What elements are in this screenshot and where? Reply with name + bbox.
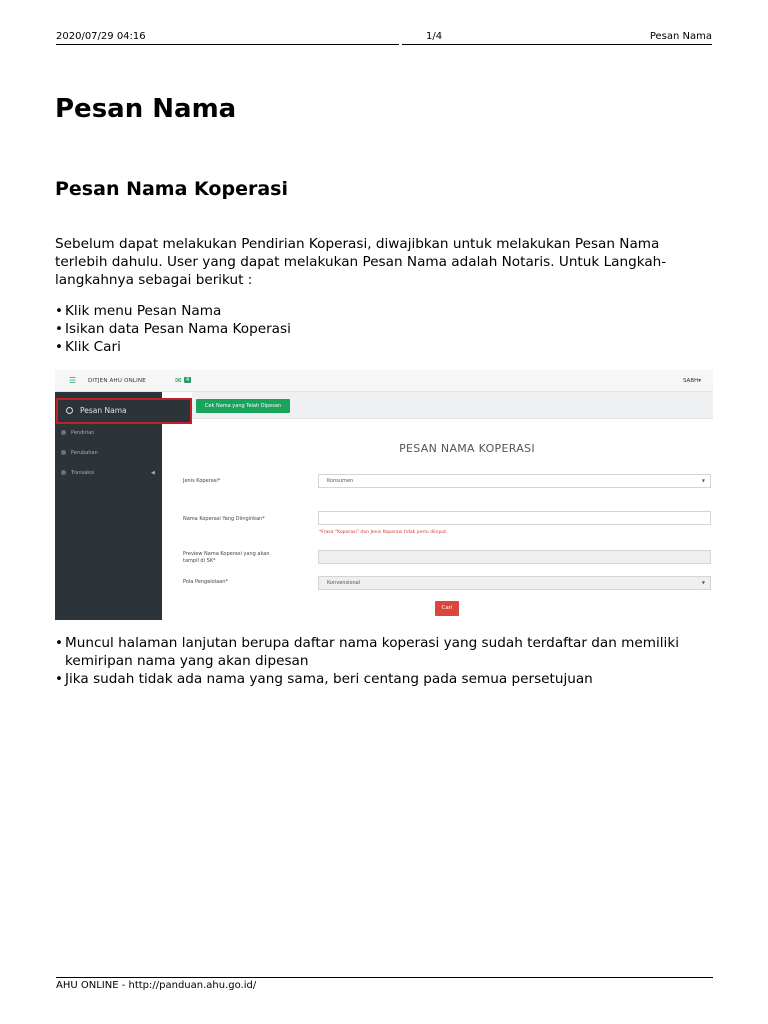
nama-koperasi-input: [318, 511, 711, 525]
print-datetime: 2020/07/29 04:16: [56, 31, 146, 42]
section-title: Pesan Nama Koperasi: [55, 178, 288, 200]
list-item: • Klik menu Pesan Nama: [55, 302, 720, 320]
pola-pengelolaan-select: Konvensional ▼: [318, 576, 711, 590]
app-brand: DITJEN AHU ONLINE: [88, 378, 146, 384]
jenis-koperasi-select: Konsumen ▼: [318, 474, 711, 488]
preview-nama-field: [318, 550, 711, 564]
page-footer: AHU ONLINE - http://panduan.ahu.go.id/: [56, 980, 257, 991]
app-sidebar: [55, 392, 162, 620]
check-reserved-names-button: Cek Nama yang Telah Dipesan: [196, 399, 290, 413]
sidebar-item-pesan-nama-highlight: Pesan Nama: [56, 398, 192, 424]
circle-icon: [61, 470, 66, 475]
header-doc-title: Pesan Nama: [649, 31, 712, 42]
sidebar-item-transaksi: Transaksi ◀: [61, 470, 94, 476]
steps-list: [55, 302, 720, 356]
circle-icon: [66, 407, 73, 414]
mail-icon: ✉: [175, 376, 182, 385]
header-divider-left: [56, 44, 399, 45]
app-topbar: [55, 370, 713, 392]
chevron-down-icon: ▼: [701, 580, 705, 585]
preview-nama-label: Preview Nama Koperasi yang akan tampil di SK*: [183, 551, 270, 564]
app-screenshot: [55, 370, 713, 620]
page-title: Pesan Nama: [55, 94, 237, 124]
header-divider-right: [402, 44, 712, 45]
pola-pengelolaan-label: Pola Pengelolaan*: [183, 579, 228, 585]
footer-divider: [56, 977, 713, 978]
list-item: • Jika sudah tidak ada nama yang sama, beri centang pada semua persetujuan: [55, 670, 720, 688]
search-button: Cari: [435, 601, 459, 616]
nama-koperasi-label: Nama Koperasi Yang Diinginkan*: [183, 516, 265, 522]
list-item: • Muncul halaman lanjutan berupa daftar nama koperasi yang sudah terdaftar dan memiliki kemiripan nama yang akan dipesan: [55, 634, 720, 670]
sidebar-item-perubahan: Perubahan: [61, 450, 98, 456]
circle-icon: [61, 430, 66, 435]
chevron-icon: ◀: [151, 470, 155, 476]
page-number: 1/4: [426, 31, 443, 42]
circle-icon: [61, 450, 66, 455]
user-menu: SABH▾: [682, 378, 701, 384]
chevron-down-icon: ▼: [701, 478, 705, 483]
mail-count-badge: 4: [186, 377, 190, 383]
jenis-koperasi-label: Jenis Koperasi*: [183, 478, 221, 484]
intro-paragraph: Sebelum dapat melakukan Pendirian Koperasi, diwajibkan untuk melakukan Pesan Nama terlebih dahulu. User yang dapat melakukan Pesan Nama adalah Notaris. Untuk Langkah-langkahnya sebagai berikut :: [55, 236, 667, 288]
steps-list-continued: [55, 634, 720, 688]
list-item: • Klik Cari: [55, 338, 720, 356]
nama-koperasi-hint: *Frasa "Koperasi" dan Jenis Koperasi tidak perlu diinput.: [319, 530, 448, 535]
form-title: PESAN NAMA KOPERASI: [399, 442, 535, 455]
list-item: • Isikan data Pesan Nama Koperasi: [55, 320, 720, 338]
menu-icon: ☰: [69, 376, 77, 385]
sidebar-item-pendirian: Pendirian: [61, 430, 94, 436]
